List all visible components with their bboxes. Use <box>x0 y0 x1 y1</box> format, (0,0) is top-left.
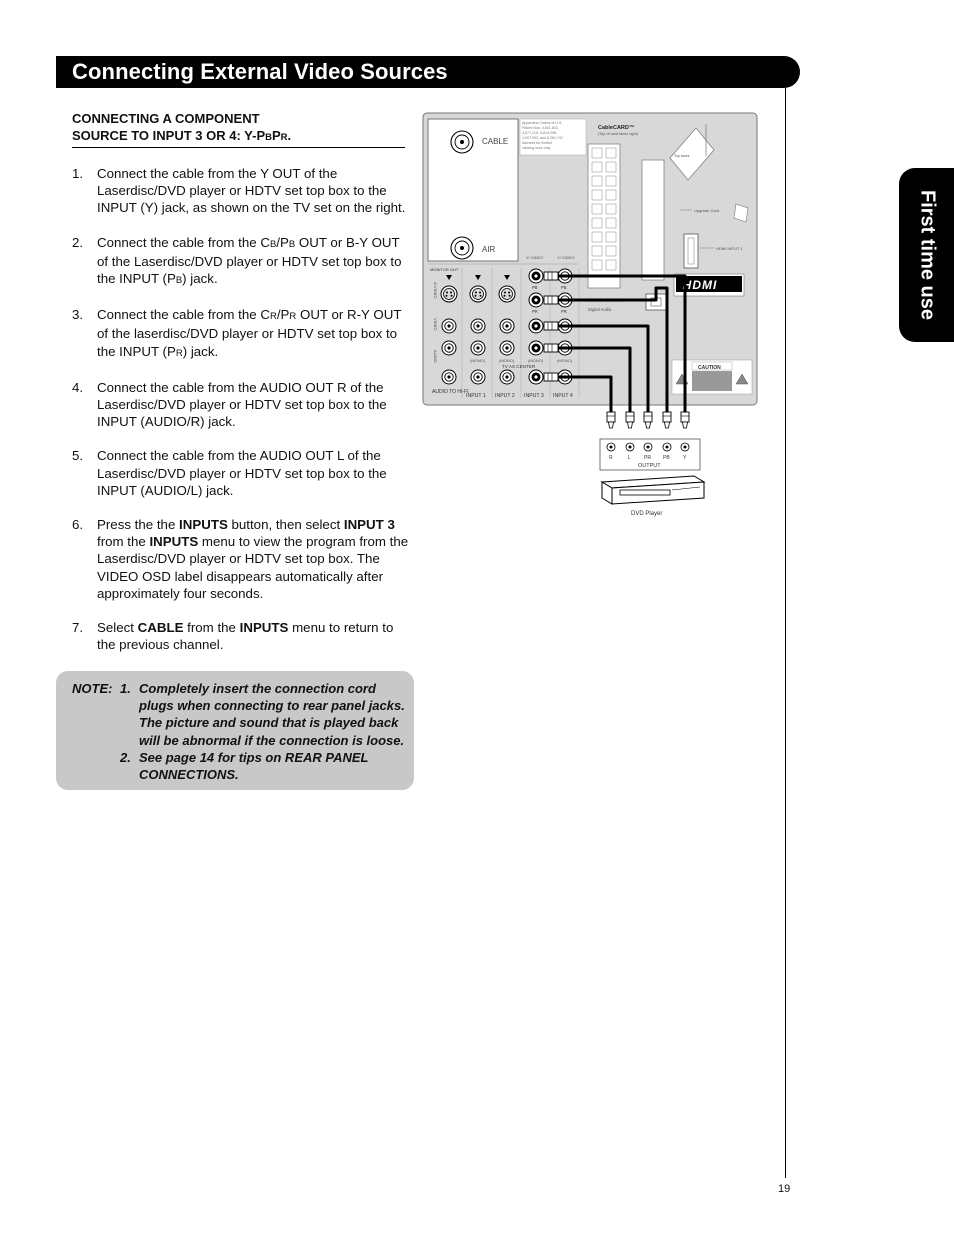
pr-label: PR <box>532 309 538 314</box>
step-item: 4. Connect the cable from the AUDIO OUT R of the Laserdisc/DVD player or HDTV set top box to the INPUT (AUDIO/R) jack. <box>72 379 387 430</box>
cable-label: CABLE <box>482 137 509 146</box>
connection-diagram <box>422 112 762 522</box>
patent-line: Patent Nos. 4,631,603, <box>522 126 559 130</box>
pr-jack-input3[interactable] <box>529 319 543 333</box>
cablecard-slot[interactable] <box>588 144 620 288</box>
step-item: 1. Connect the cable from the Y OUT of the Laserdisc/DVD player or HDTV set top box to the INPUT (Y) jack, as shown on the TV set on the right. <box>72 166 406 216</box>
patent-line: licensed for limited <box>522 141 552 145</box>
input1-label: INPUT 1 <box>466 393 486 399</box>
output-r-label: R <box>609 455 613 461</box>
audio-l-jack-input3[interactable] <box>529 341 543 355</box>
input3-label: INPUT 3 <box>524 393 544 399</box>
mono-label: (MONO) <box>557 358 573 363</box>
step-item: 3. Connect the cable from the CR/PR OUT or R-Y OUT of the laserdisc/DVD player or HDTV set top box to the INPUT (PR) jack. <box>72 307 402 359</box>
hdmi-input-label: HDMI INPUT 1 <box>716 246 743 251</box>
cable-jack[interactable] <box>451 131 473 153</box>
output-l-label: L <box>628 455 631 461</box>
tv-as-center-label: TV AS CENTER <box>502 364 536 369</box>
top-faces-label: Top faces <box>674 154 690 158</box>
page-title: Connecting External Video Sources <box>72 59 448 84</box>
output-pb-label: PB <box>663 455 670 461</box>
mono-label: (MONO) <box>528 358 544 363</box>
pr-label: PR <box>561 309 567 314</box>
title-bar <box>56 56 800 88</box>
audio-r-jack-input1[interactable] <box>471 370 485 384</box>
patent-line: 4,907,093, and 6,381,747 <box>522 136 563 140</box>
pb-jack-input3[interactable] <box>529 293 543 307</box>
digital-audio-out-label: DIGITAL AUDIO OUT <box>588 299 625 303</box>
step-item: 5. Connect the cable from the AUDIO OUT L of the Laserdisc/DVD player or HDTV set top box to the INPUT (AUDIO/L) jack. <box>72 448 387 498</box>
step-item: 7. Select CABLE from the INPUTS menu to return to the previous channel. <box>72 620 394 653</box>
air-jack[interactable] <box>451 237 473 259</box>
card-slot-bar <box>642 160 664 280</box>
patent-line: 4,577,216, 4,819,098, <box>522 131 557 135</box>
input2-label: INPUT 2 <box>495 393 515 399</box>
section-tab-label: First time use <box>916 189 938 321</box>
input4-label: INPUT 4 <box>553 393 573 399</box>
mono-label: (MONO) <box>470 358 486 363</box>
svideo-jack-input2[interactable] <box>499 286 515 302</box>
section-heading: CONNECTING A COMPONENT SOURCE TO INPUT 3 OR 4: Y-PBPR. <box>72 110 405 148</box>
yvideo-label: Y/ VIDEO <box>526 255 544 260</box>
svideo-jack-input1[interactable] <box>470 286 486 302</box>
video-jack-monitor[interactable] <box>442 319 456 333</box>
video-jack-input1[interactable] <box>471 319 485 333</box>
caution-label: CAUTION <box>698 365 721 371</box>
output-y-label: Y <box>683 455 687 461</box>
patent-line: Apparatus Claims of U.S. <box>522 121 563 125</box>
cablecard-label: CableCARD™ <box>598 125 635 131</box>
video-jack-input2[interactable] <box>500 319 514 333</box>
svideo-jack-monitor[interactable] <box>441 286 457 302</box>
y-jack-input3[interactable] <box>529 269 543 283</box>
patent-line: viewing uses only. <box>522 146 551 150</box>
margin-rule <box>785 88 786 1178</box>
digital-audio-label: Digital Audio <box>588 307 612 312</box>
pb-label: PB <box>561 285 567 290</box>
monitor-out-label: MONITOR OUT <box>430 267 459 272</box>
audio-to-hifi-label: AUDIO TO HI-FI <box>432 389 469 395</box>
dvd-player-icon <box>602 476 704 504</box>
audio-l-jack-monitor[interactable] <box>442 341 456 355</box>
output-label: OUTPUT <box>638 463 661 469</box>
mono-label: (MONO) <box>499 358 515 363</box>
step-item: 6. Press the the INPUTS button, then select INPUT 3 from the INPUTS menu to view the program from the Laserdisc/DVD player or HDTV set top box. The VIDEO OSD label disappears automatically after approximately four seconds. <box>72 517 409 601</box>
note-label: NOTE: <box>72 681 113 696</box>
step-item: 2. Connect the cable from the CB/PB OUT or B-Y OUT of the Laserdisc/DVD player or HDTV set top box to the INPUT (PB) jack. <box>72 234 402 287</box>
instruction-steps <box>72 165 412 653</box>
note-box <box>56 671 414 790</box>
video-side-label: VIDEO <box>433 318 438 331</box>
cablecard-sub: (Top of card faces right) <box>598 132 638 136</box>
section-tab <box>899 168 954 342</box>
note-list <box>120 680 406 783</box>
note-item: 1. Completely insert the connection cord plugs when connecting to rear panel jacks. The picture and sound that is played back will be abnormal if the connection is loose. <box>120 681 405 748</box>
audio-l-jack-input1[interactable] <box>471 341 485 355</box>
audio-side-label: AUDIO <box>433 350 438 363</box>
air-label: AIR <box>482 245 496 254</box>
upgrade-card-label: Upgrade Card <box>694 208 720 213</box>
dvd-player-label: DVD Player <box>631 511 663 517</box>
audio-r-jack-input3[interactable] <box>529 370 543 384</box>
audio-r-jack-monitor[interactable] <box>442 370 456 384</box>
output-pr-label: PR <box>644 455 651 461</box>
svideo-side-label: S-VIDEO <box>433 282 438 299</box>
hdmi-logo-text: HDMI <box>682 278 718 292</box>
cable-plugs-dvd <box>607 412 689 428</box>
page-number: 19 <box>778 1183 791 1195</box>
pb-label: PB <box>532 285 538 290</box>
audio-r-jack-input2[interactable] <box>500 370 514 384</box>
yvideo-label: Y/ VIDEO <box>557 255 575 260</box>
audio-l-jack-input2[interactable] <box>500 341 514 355</box>
note-item: 2. See page 14 for tips on REAR PANEL CONNECTIONS. <box>120 749 369 783</box>
